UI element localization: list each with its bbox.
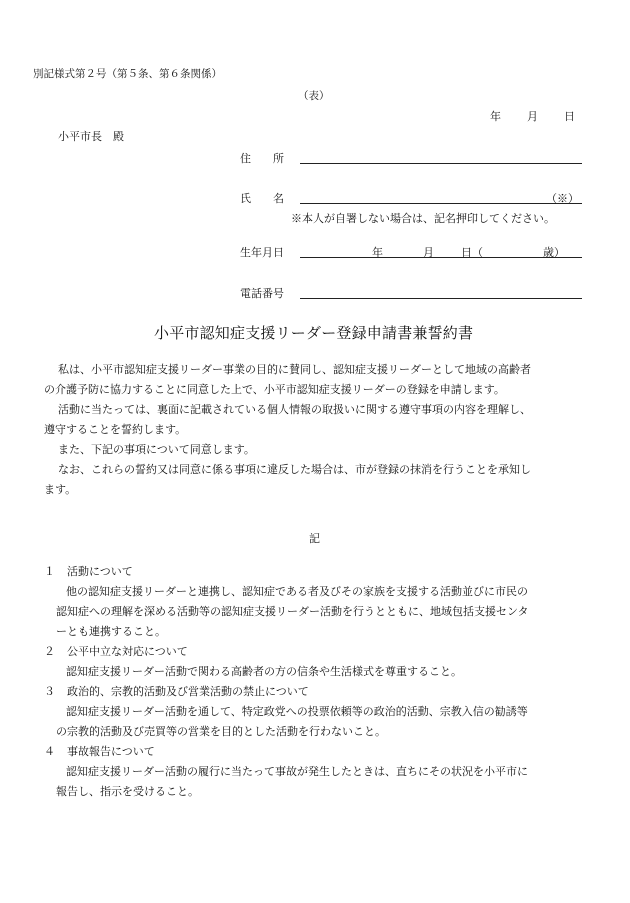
item-3-line1: 認知症支援リーダー活動を通して、特定政党への投票依頼等の政治的活動、宗教入信の勧誘等 <box>66 705 528 718</box>
p4-line1: なお、これらの誓約又は同意に係る事項に違反した場合は、市が登録の抹消を行うことを承知し <box>58 463 531 476</box>
birth-label: 生年月日 <box>240 246 284 259</box>
birth-day: 日（ <box>461 246 483 259</box>
name-label: 氏 名 <box>240 192 284 205</box>
side-label: （表） <box>298 90 330 102</box>
ki-label: 記 <box>309 532 320 545</box>
item-3-heading: 政治的、宗教的活動及び営業活動の禁止について <box>67 685 309 698</box>
name-line[interactable] <box>300 203 582 204</box>
form-number: 別記様式第２号（第５条、第６条関係） <box>33 68 222 80</box>
phone-line[interactable] <box>300 298 582 299</box>
date-year: 年 <box>490 110 501 123</box>
item-3 <box>44 682 590 742</box>
item-1 <box>44 562 590 642</box>
item-1-line3: ーとも連携すること。 <box>56 625 166 638</box>
body-text <box>44 360 590 500</box>
items-list <box>44 562 590 802</box>
birth-line[interactable] <box>300 257 582 258</box>
item-4-heading: 事故報告について <box>67 745 155 758</box>
item-2-line1: 認知症支援リーダー活動で関わる高齢者の方の信条や生活様式を尊重すること。 <box>66 665 462 678</box>
date-day: 日 <box>564 110 575 123</box>
phone-label: 電話番号 <box>240 287 284 300</box>
item-2 <box>44 642 590 682</box>
item-4-line2: 報告し、指示を受けること。 <box>56 785 199 798</box>
item-4 <box>44 742 590 802</box>
birth-month: 月 <box>423 246 434 259</box>
p1-line1: 私は、小平市認知症支援リーダー事業の目的に賛同し、認知症支援リーダーとして地域の高齢者 <box>58 363 531 376</box>
p4-line2: ます。 <box>44 483 77 496</box>
item-2-number: ２ <box>44 645 55 658</box>
document-title: 小平市認知症支援リーダー登録申請書兼誓約書 <box>154 324 474 342</box>
address-line[interactable] <box>300 163 582 164</box>
item-1-heading: 活動について <box>67 565 133 578</box>
p1-line2: の介護予防に協力することに同意した上で、小平市認知症支援リーダーの登録を申請します。 <box>44 383 505 396</box>
item-1-number: １ <box>44 565 55 578</box>
p3-line1: また、下記の事項について同意します。 <box>58 443 255 456</box>
date-month: 月 <box>527 110 538 123</box>
item-2-heading: 公平中立な対応について <box>67 645 188 658</box>
item-3-line2: の宗教的活動及び売買等の営業を目的とした活動を行わないこと。 <box>56 725 386 738</box>
address-label: 住 所 <box>240 152 284 165</box>
name-note: ※本人が自署しない場合は、記名押印してください。 <box>291 212 555 225</box>
name-mark: （※） <box>546 192 579 205</box>
birth-age: 歳） <box>543 246 565 259</box>
item-4-number: ４ <box>44 745 55 758</box>
item-4-line1: 認知症支援リーダー活動の履行に当たって事故が発生したときは、直ちにその状況を小平市に <box>66 765 528 778</box>
addressee: 小平市長 殿 <box>58 130 124 143</box>
item-1-line2: 認知症への理解を深める活動等の認知症支援リーダー活動を行うとともに、地域包括支援センタ <box>56 605 529 618</box>
item-1-line1: 他の認知症支援リーダーと連携し、認知症である者及びその家族を支援する活動並びに市民の <box>66 585 528 598</box>
item-3-number: ３ <box>44 685 55 698</box>
p2-line2: 遵守することを誓約します。 <box>44 423 187 436</box>
birth-year: 年 <box>372 246 383 259</box>
p2-line1: 活動に当たっては、裏面に記載されている個人情報の取扱いに関する遵守事項の内容を理解し、 <box>58 403 531 416</box>
